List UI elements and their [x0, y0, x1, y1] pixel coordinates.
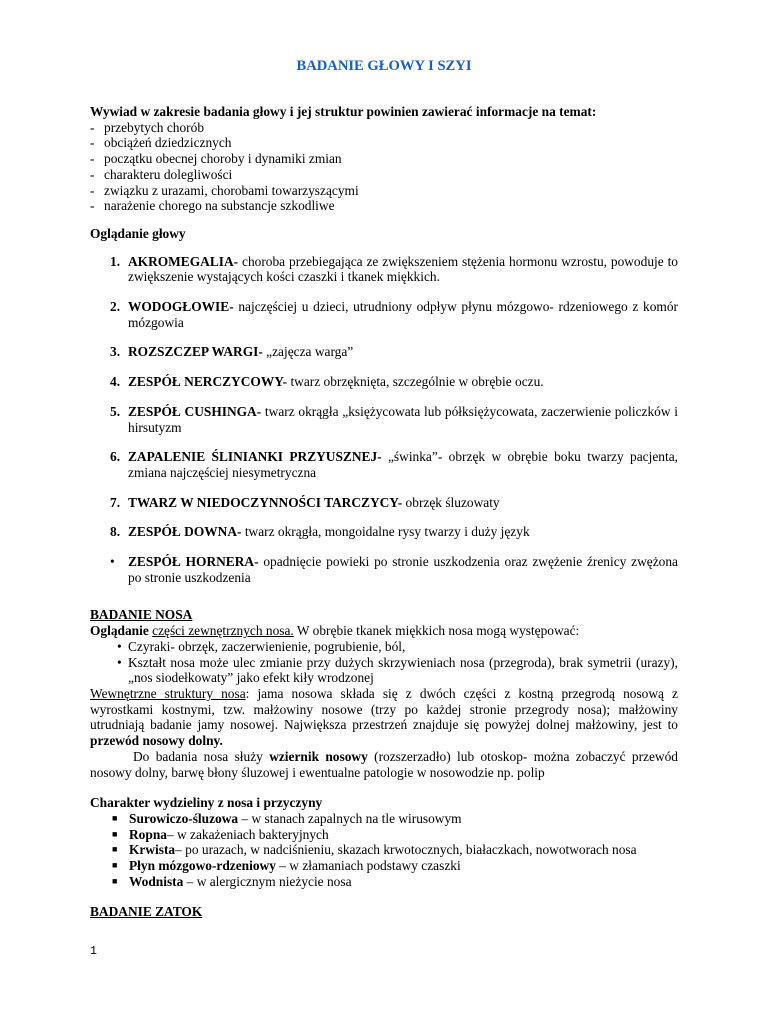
item-desc: opadnięcie powieki po stronie uszkodzenia oraz zwężenie źrenicy zwężona po stronie uszkodzenia: [128, 554, 678, 585]
item-desc: „świnka”- obrzęk w obrębie boku twarzy pacjenta, zmiana najczęściej niesymetryczna: [128, 449, 679, 480]
head-inspection-heading: Oglądanie głowy: [90, 225, 186, 241]
interview-list: [90, 120, 678, 214]
page-number: 1: [90, 945, 97, 958]
page-title: BADANIE GŁOWY I SZYI: [296, 58, 472, 74]
item-desc: obrzęk śluzowaty: [402, 494, 500, 510]
list-item-text: charakteru dolegliwości: [104, 166, 233, 182]
speculum-bold: wziernik nosowy: [269, 748, 368, 764]
item-text: [129, 874, 678, 890]
item-text: [128, 449, 678, 480]
dash-marker: -: [90, 182, 95, 198]
item-text: [129, 842, 678, 858]
item-desc: twarz obrzęknięta, szczególnie w obrębie oczu.: [287, 374, 544, 390]
item-number: 5.: [110, 403, 121, 419]
internal-underlined: Wewnętrzne struktury nosa: [90, 685, 246, 701]
item-text: [128, 495, 678, 511]
internal-text: : jama nosowa składa się z dwóch części z kostną przegrodą nosową z wyrostkami kostnymi, tzw. małżowiny nosowe (trzy po każdej stronie przegrody nosa); małżowiny utrudniają badanie jamy nosowej. Największa przestrzeń znajduje się powyżej dolnej małżowiny, jest to: [90, 685, 678, 733]
dash-marker: -: [90, 119, 95, 135]
item-term: Płyn mózgowo-rdzeniowy: [129, 858, 276, 874]
list-item-text: narażenie chorego na substancje szkodliwe: [104, 198, 335, 214]
list-item: [90, 135, 678, 151]
sinus-exam-heading: BADANIE ZATOK: [90, 904, 203, 920]
square-bulleted-item: [90, 827, 678, 843]
bulleted-item: [90, 655, 678, 686]
square-bullet-marker: ■: [112, 828, 118, 839]
bullet-marker: •: [117, 654, 122, 670]
item-term: Ropna: [129, 826, 167, 842]
item-text: Kształt nosa może ulec zmianie przy dużych skrzywieniach nosa (przegroda), brak symetrii (urazy), „nos siodełkowaty” jako efekt kiły wrodzonej: [128, 654, 678, 686]
item-term: ZESPÓŁ NERCZYCOWY-: [128, 374, 288, 390]
numbered-item: [90, 344, 678, 360]
discharge-heading: Charakter wydzieliny z nosa i przyczyny: [90, 795, 323, 811]
speculum-text: (rozszerzadło) lub otoskop- można zobaczyć przewód nosowy dolny, barwę błony śluzowej i ewentualne patologie w nosowodzie np. polip: [90, 748, 678, 780]
list-item-text: przebytych chorób: [104, 119, 205, 135]
list-item: [90, 198, 678, 214]
nose-speculum-paragraph: [90, 749, 678, 780]
square-bulleted-item: [90, 842, 678, 858]
square-bulleted-item: [90, 811, 678, 827]
internal-bold: przewód nosowy dolny.: [90, 733, 223, 749]
item-term: Krwista: [129, 842, 176, 858]
item-text: [128, 554, 678, 585]
item-text: [128, 374, 678, 390]
list-item: [90, 120, 678, 136]
item-text: Czyraki- obrzęk, zaczerwienienie, pogrubienie, ból,: [128, 638, 406, 654]
list-item-text: początku obecnej choroby i dynamiki zmian: [104, 151, 342, 167]
dash-marker: -: [90, 166, 95, 182]
list-item-text: związku z urazami, chorobami towarzyszącymi: [104, 182, 359, 198]
dash-marker: -: [90, 198, 95, 214]
item-term: TWARZ W NIEDOCZYNNOŚCI TARCZYCY-: [128, 494, 403, 510]
item-number: 3.: [110, 344, 121, 360]
numbered-item: [90, 299, 678, 330]
item-term: ROZSZCZEP WARGI-: [128, 344, 263, 360]
item-term: ZESPÓŁ HORNERA-: [128, 554, 259, 570]
item-number: 1.: [110, 253, 121, 269]
item-term: ZESPÓŁ CUSHINGA-: [128, 403, 262, 419]
list-item: [90, 167, 678, 183]
item-desc: twarz okrągła „księżycowata lub półksiężycowata, zaczerwienie policzków i hirsutyzm: [128, 403, 678, 435]
list-item: [90, 183, 678, 199]
item-number: 4.: [110, 374, 121, 390]
item-desc: najczęściej u dzieci, utrudniony odpływ płynu mózgowo- rdzeniowego z komór mózgowia: [128, 299, 678, 330]
item-desc: – w stanach zapalnych na tle wirusowym: [238, 810, 462, 826]
list-item-text: obciążeń dziedzicznych: [104, 135, 232, 151]
numbered-item: [90, 404, 678, 435]
item-desc: „zajęcza warga”: [262, 344, 354, 360]
square-bullet-marker: ■: [112, 812, 118, 823]
nose-internal-paragraph: [90, 686, 678, 749]
item-desc: – po urazach, w nadciśnieniu, skazach krwotocznych, białaczkach, nowotworach nosa: [175, 842, 637, 858]
lead-bold: Oglądanie: [90, 623, 153, 639]
lead-underlined: części zewnętrznych nosa.: [152, 623, 294, 639]
square-bullet-marker: ■: [112, 844, 118, 855]
item-term: AKROMEGALIA-: [128, 253, 239, 269]
interview-heading: Wywiad w zakresie badania głowy i jej struktur powinien zawierać informacje na temat:: [90, 104, 597, 119]
item-term: Wodnista: [129, 873, 184, 889]
numbered-item: [90, 254, 678, 285]
item-desc: twarz okrągła, mongoidalne rysy twarzy i duży język: [241, 524, 530, 540]
numbered-item: [90, 449, 678, 480]
item-number: 8.: [110, 524, 121, 540]
item-desc: – w zakażeniach bakteryjnych: [166, 826, 329, 842]
item-text: [128, 524, 678, 540]
item-number: 7.: [110, 494, 121, 510]
dash-marker: -: [90, 151, 95, 167]
item-text: [128, 254, 678, 285]
item-term: ZAPALENIE ŚLINIANKI PRZYUSZNEJ-: [128, 449, 382, 465]
nose-bullet-list: [90, 639, 678, 686]
bulleted-item: [90, 554, 678, 585]
head-inspection-list: [90, 254, 678, 586]
square-bullet-marker: ■: [112, 875, 118, 886]
item-text: [128, 404, 678, 435]
item-desc: – w alergicznym nieżycie nosa: [183, 873, 352, 889]
item-text: [128, 299, 678, 330]
item-text: [128, 344, 678, 360]
dash-marker: -: [90, 135, 95, 151]
item-number: 2.: [110, 299, 121, 315]
item-number: 6.: [110, 449, 121, 465]
speculum-text: Do badania nosa służy: [133, 748, 270, 764]
bulleted-item: [90, 639, 678, 655]
list-item: [90, 151, 678, 167]
item-term: ZESPÓŁ DOWNA-: [128, 524, 242, 540]
item-text: [129, 827, 678, 843]
item-text: [129, 811, 678, 827]
nose-exam-heading: BADANIE NOSA: [90, 607, 193, 623]
numbered-item: [90, 524, 678, 540]
nose-inspection-lead: [90, 623, 678, 639]
square-bulleted-item: [90, 874, 678, 890]
bullet-marker: •: [110, 554, 115, 570]
item-desc: choroba przebiegająca ze zwiększeniem stężenia hormonu wzrostu, powoduje to zwiększenie wystających kości czaszki i tkanek miękkich.: [128, 253, 678, 285]
item-term: WODOGŁOWIE-: [128, 299, 234, 315]
lead-rest: W obrębie tkanek miękkich nosa mogą występować:: [293, 623, 580, 639]
numbered-item: [90, 374, 678, 390]
square-bullet-marker: ■: [112, 860, 118, 871]
item-term: Surowiczo-śluzowa: [129, 810, 239, 826]
numbered-item: [90, 495, 678, 511]
bullet-marker: •: [117, 638, 122, 654]
square-bulleted-item: [90, 858, 678, 874]
item-desc: – w złamaniach podstawy czaszki: [275, 858, 461, 874]
discharge-list: [90, 811, 678, 890]
item-text: [129, 858, 678, 874]
